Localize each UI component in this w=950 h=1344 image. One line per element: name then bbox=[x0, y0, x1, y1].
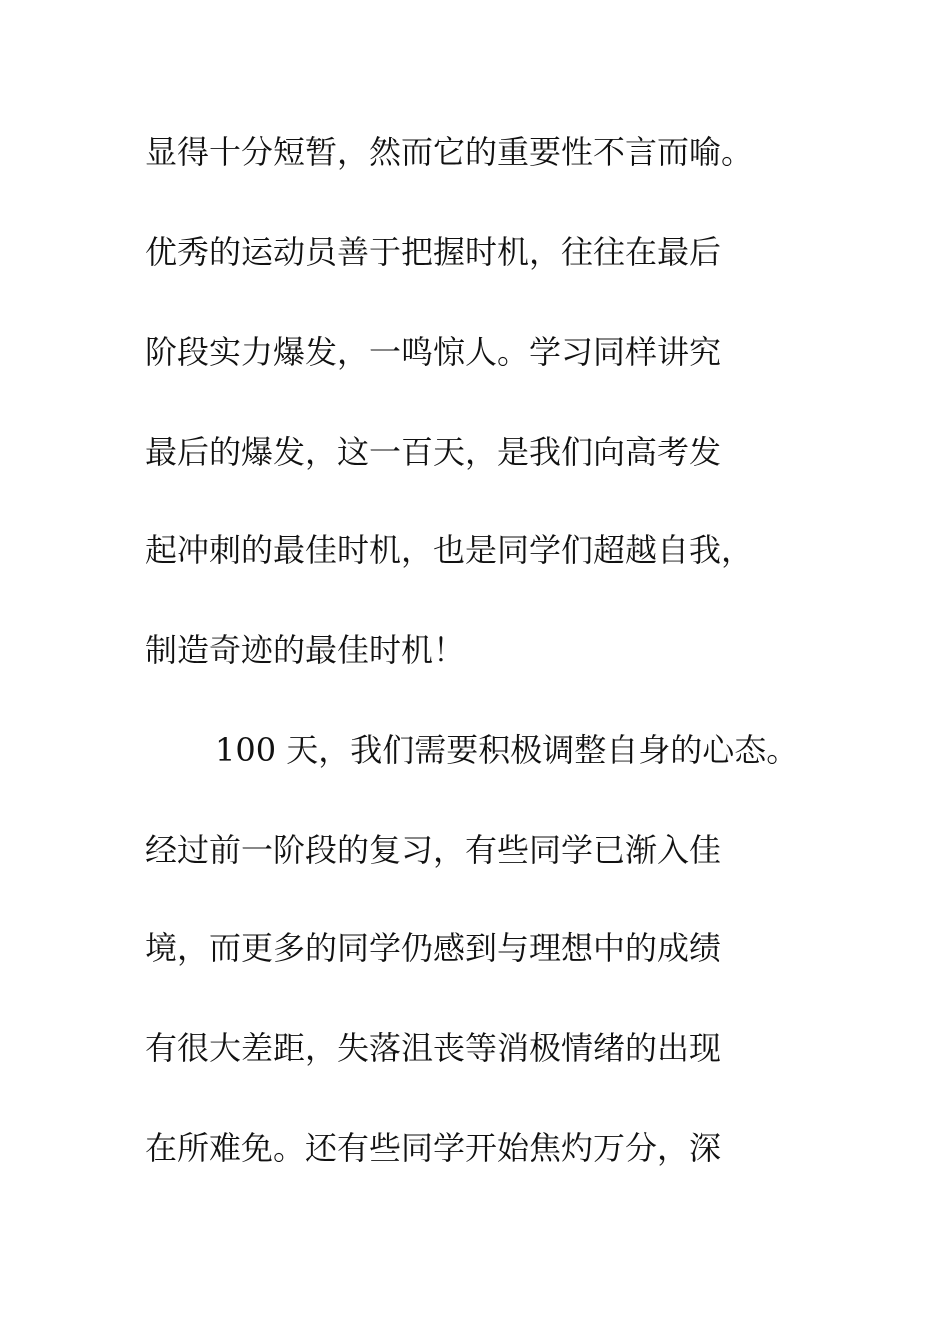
text-line-11: 在所难免。还有些同学开始焦灼万分，深 bbox=[145, 1129, 722, 1167]
text-line-2: 优秀的运动员善于把握时机，往往在最后 bbox=[145, 233, 722, 271]
text-line-3: 阶段实力爆发，一鸣惊人。学习同样讲究 bbox=[145, 333, 722, 371]
text-line-1: 显得十分短暂，然而它的重要性不言而喻。 bbox=[145, 133, 754, 171]
text-line-5: 起冲刺的最佳时机，也是同学们超越自我， bbox=[145, 531, 754, 569]
text-line-9: 境，而更多的同学仍感到与理想中的成绩 bbox=[145, 929, 722, 967]
text-line-8: 经过前一阶段的复习，有些同学已渐入佳 bbox=[145, 831, 722, 869]
text-line-6: 制造奇迹的最佳时机！ bbox=[145, 631, 466, 669]
text-line-10: 有很大差距，失落沮丧等消极情绪的出现 bbox=[145, 1029, 722, 1067]
text-line-7-paragraph-start: 100 天，我们需要积极调整自身的心态。 bbox=[215, 731, 799, 769]
text-line-4: 最后的爆发，这一百天，是我们向高考发 bbox=[145, 433, 722, 471]
